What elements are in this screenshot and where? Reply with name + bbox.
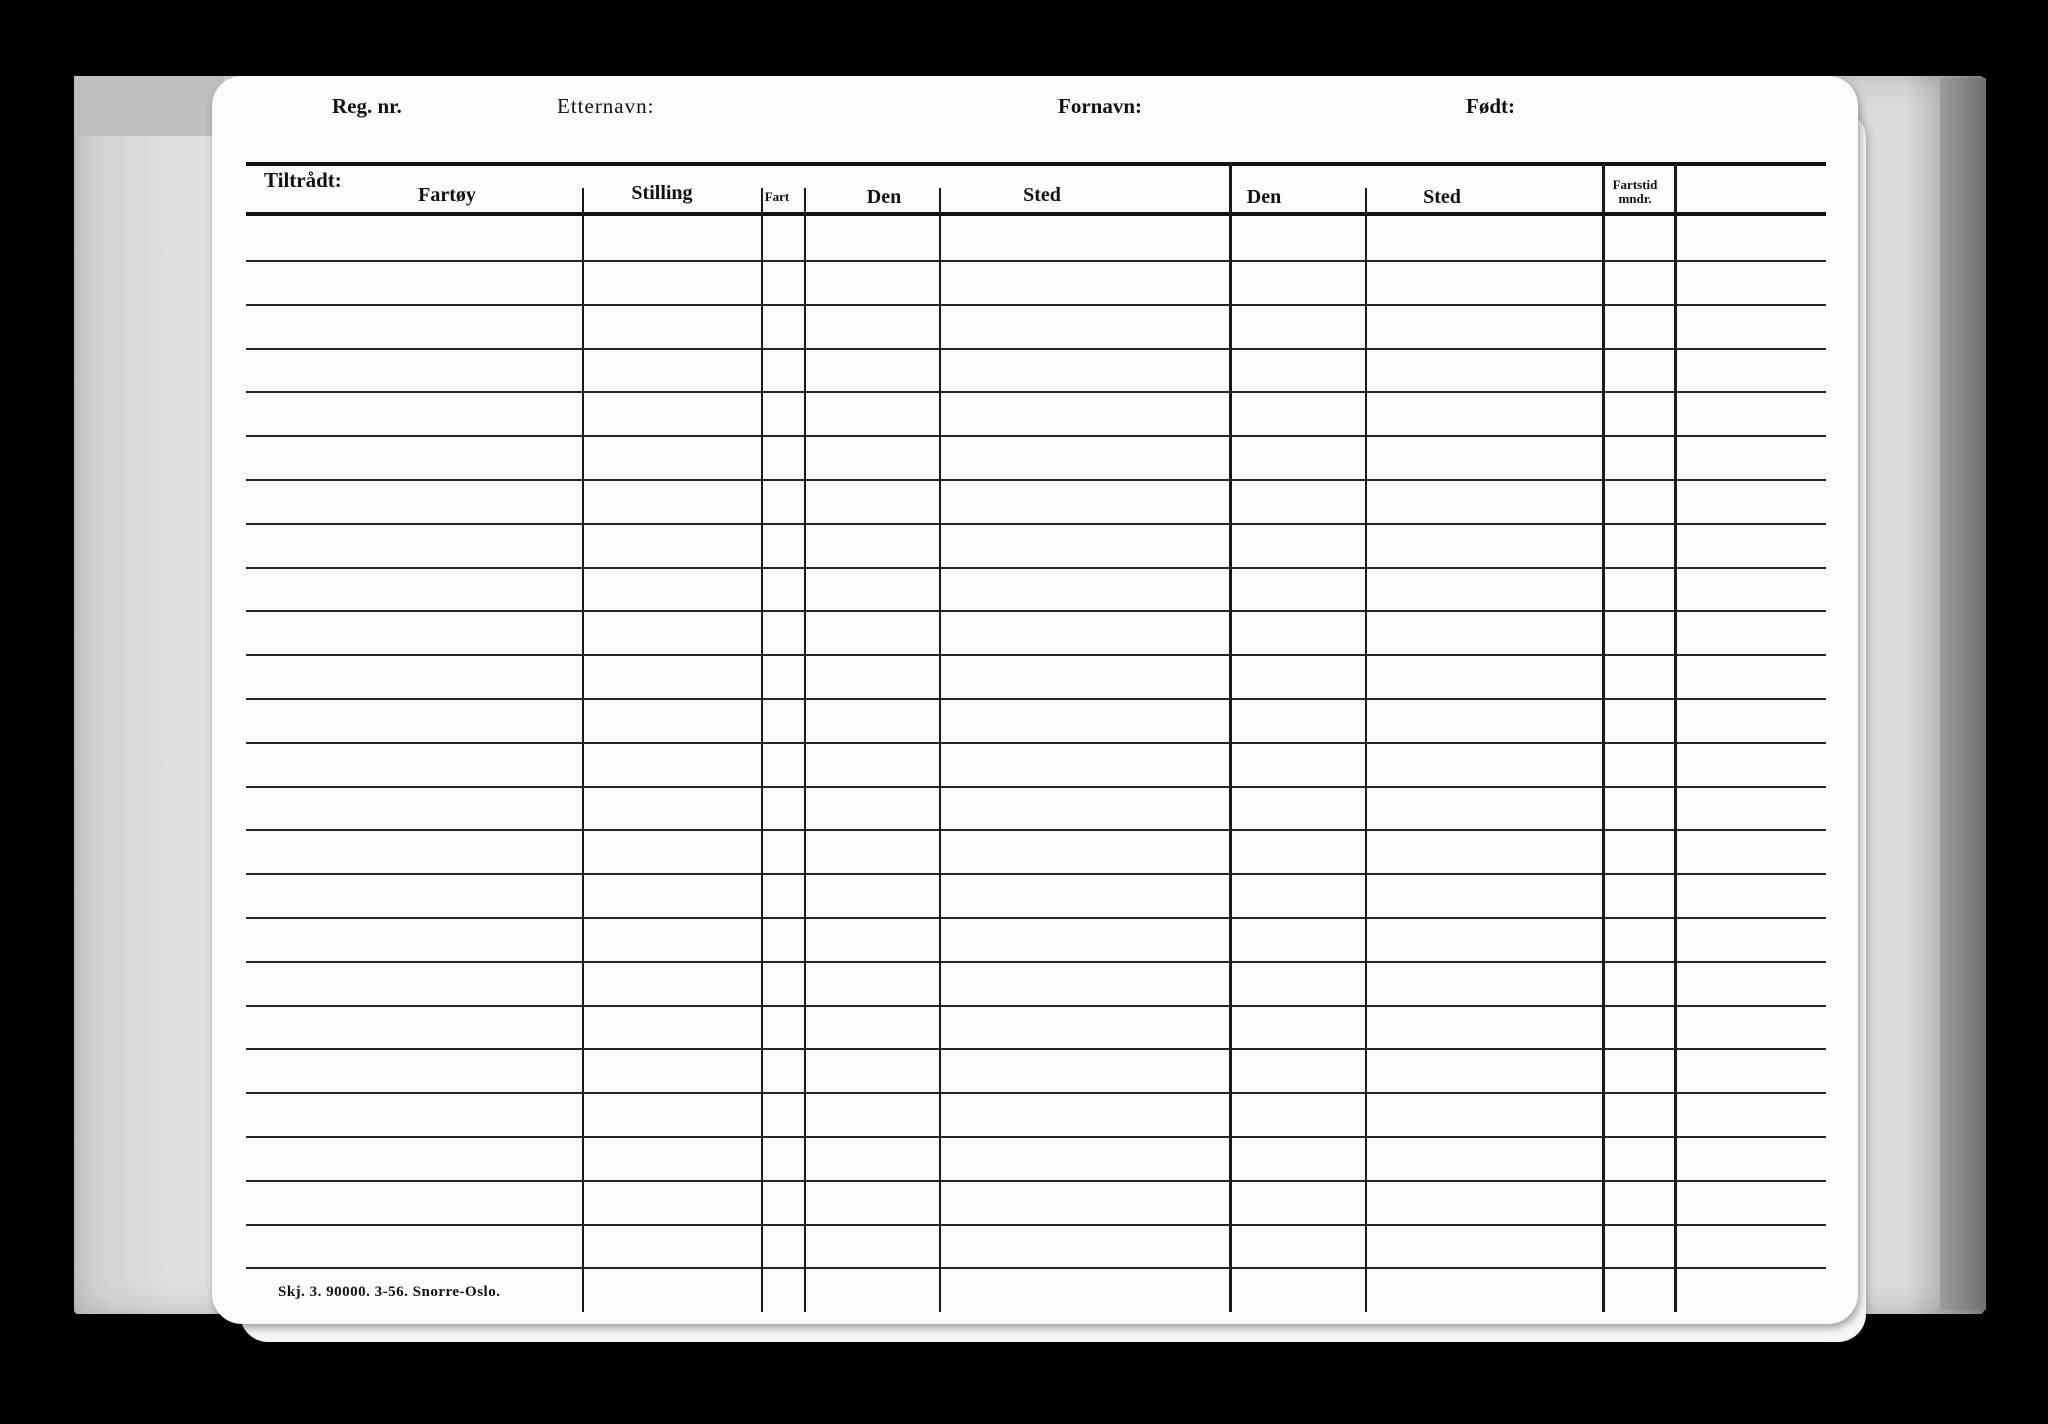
divider-fartoy-stilling [582, 188, 584, 1312]
table-row-rule [246, 348, 1826, 350]
table-row-rule [246, 523, 1826, 525]
table-row-rule [246, 742, 1826, 744]
column-header-den-2: Den [1246, 186, 1282, 208]
divider-fartstid-extra [1674, 162, 1677, 1312]
column-header-sted-2: Sted [1423, 186, 1461, 208]
table-row-rule [246, 567, 1826, 569]
table-row-rule [246, 961, 1826, 963]
table-row-rule [246, 260, 1826, 262]
table-row-rule [246, 1048, 1826, 1050]
table-row-rule [246, 391, 1826, 393]
folder-edge [1940, 78, 1986, 1310]
tiltradt-label: Tiltrådt: [264, 168, 342, 192]
fartstid-line-1: Fartstid [1612, 177, 1658, 192]
table-row-rule [246, 435, 1826, 437]
table-top-rule [246, 162, 1826, 166]
table-row-rule [246, 1005, 1826, 1007]
divider-den-sted-2 [1365, 188, 1367, 1312]
table-row-rule [246, 610, 1826, 612]
table-row-rule [246, 479, 1826, 481]
table-row-rule [246, 1267, 1826, 1269]
column-header-den-1: Den [866, 186, 902, 208]
divider-den-sted [939, 188, 941, 1312]
divider-fart-den [804, 188, 806, 1312]
etternavn-label: Etternavn: [557, 94, 655, 118]
table-row-rule [246, 304, 1826, 306]
divider-sted-fartstid [1602, 162, 1605, 1312]
table-row-rule [246, 917, 1826, 919]
column-header-stilling: Stilling [631, 182, 693, 204]
header-bottom-rule [246, 212, 1826, 216]
column-header-fartoy: Fartøy [418, 184, 476, 206]
table-row-rule [246, 698, 1826, 700]
column-header-fart: Fart [764, 189, 790, 204]
fodt-label: Født: [1466, 94, 1515, 118]
table-row-rule [246, 786, 1826, 788]
table-row-rule [246, 1224, 1826, 1226]
table-row-rule [246, 654, 1826, 656]
print-imprint: Skj. 3. 90000. 3-56. Snorre-Oslo. [278, 1284, 501, 1300]
fartstid-line-2: mndr. [1618, 191, 1652, 206]
column-header-fartstid [1600, 178, 1670, 206]
table-row-rule [246, 873, 1826, 875]
table-row-rule [246, 1180, 1826, 1182]
fornavn-label: Fornavn: [1058, 94, 1142, 118]
column-header-sted-1: Sted [1023, 184, 1061, 206]
reg-nr-label: Reg. nr. [332, 94, 402, 118]
divider-stilling-fart [761, 188, 763, 1312]
folder-tab-strip [74, 76, 224, 136]
record-card [212, 76, 1858, 1324]
table-row-rule [246, 1092, 1826, 1094]
table-row-rule [246, 1136, 1826, 1138]
table-row-rule [246, 829, 1826, 831]
divider-main-split [1229, 162, 1232, 1312]
